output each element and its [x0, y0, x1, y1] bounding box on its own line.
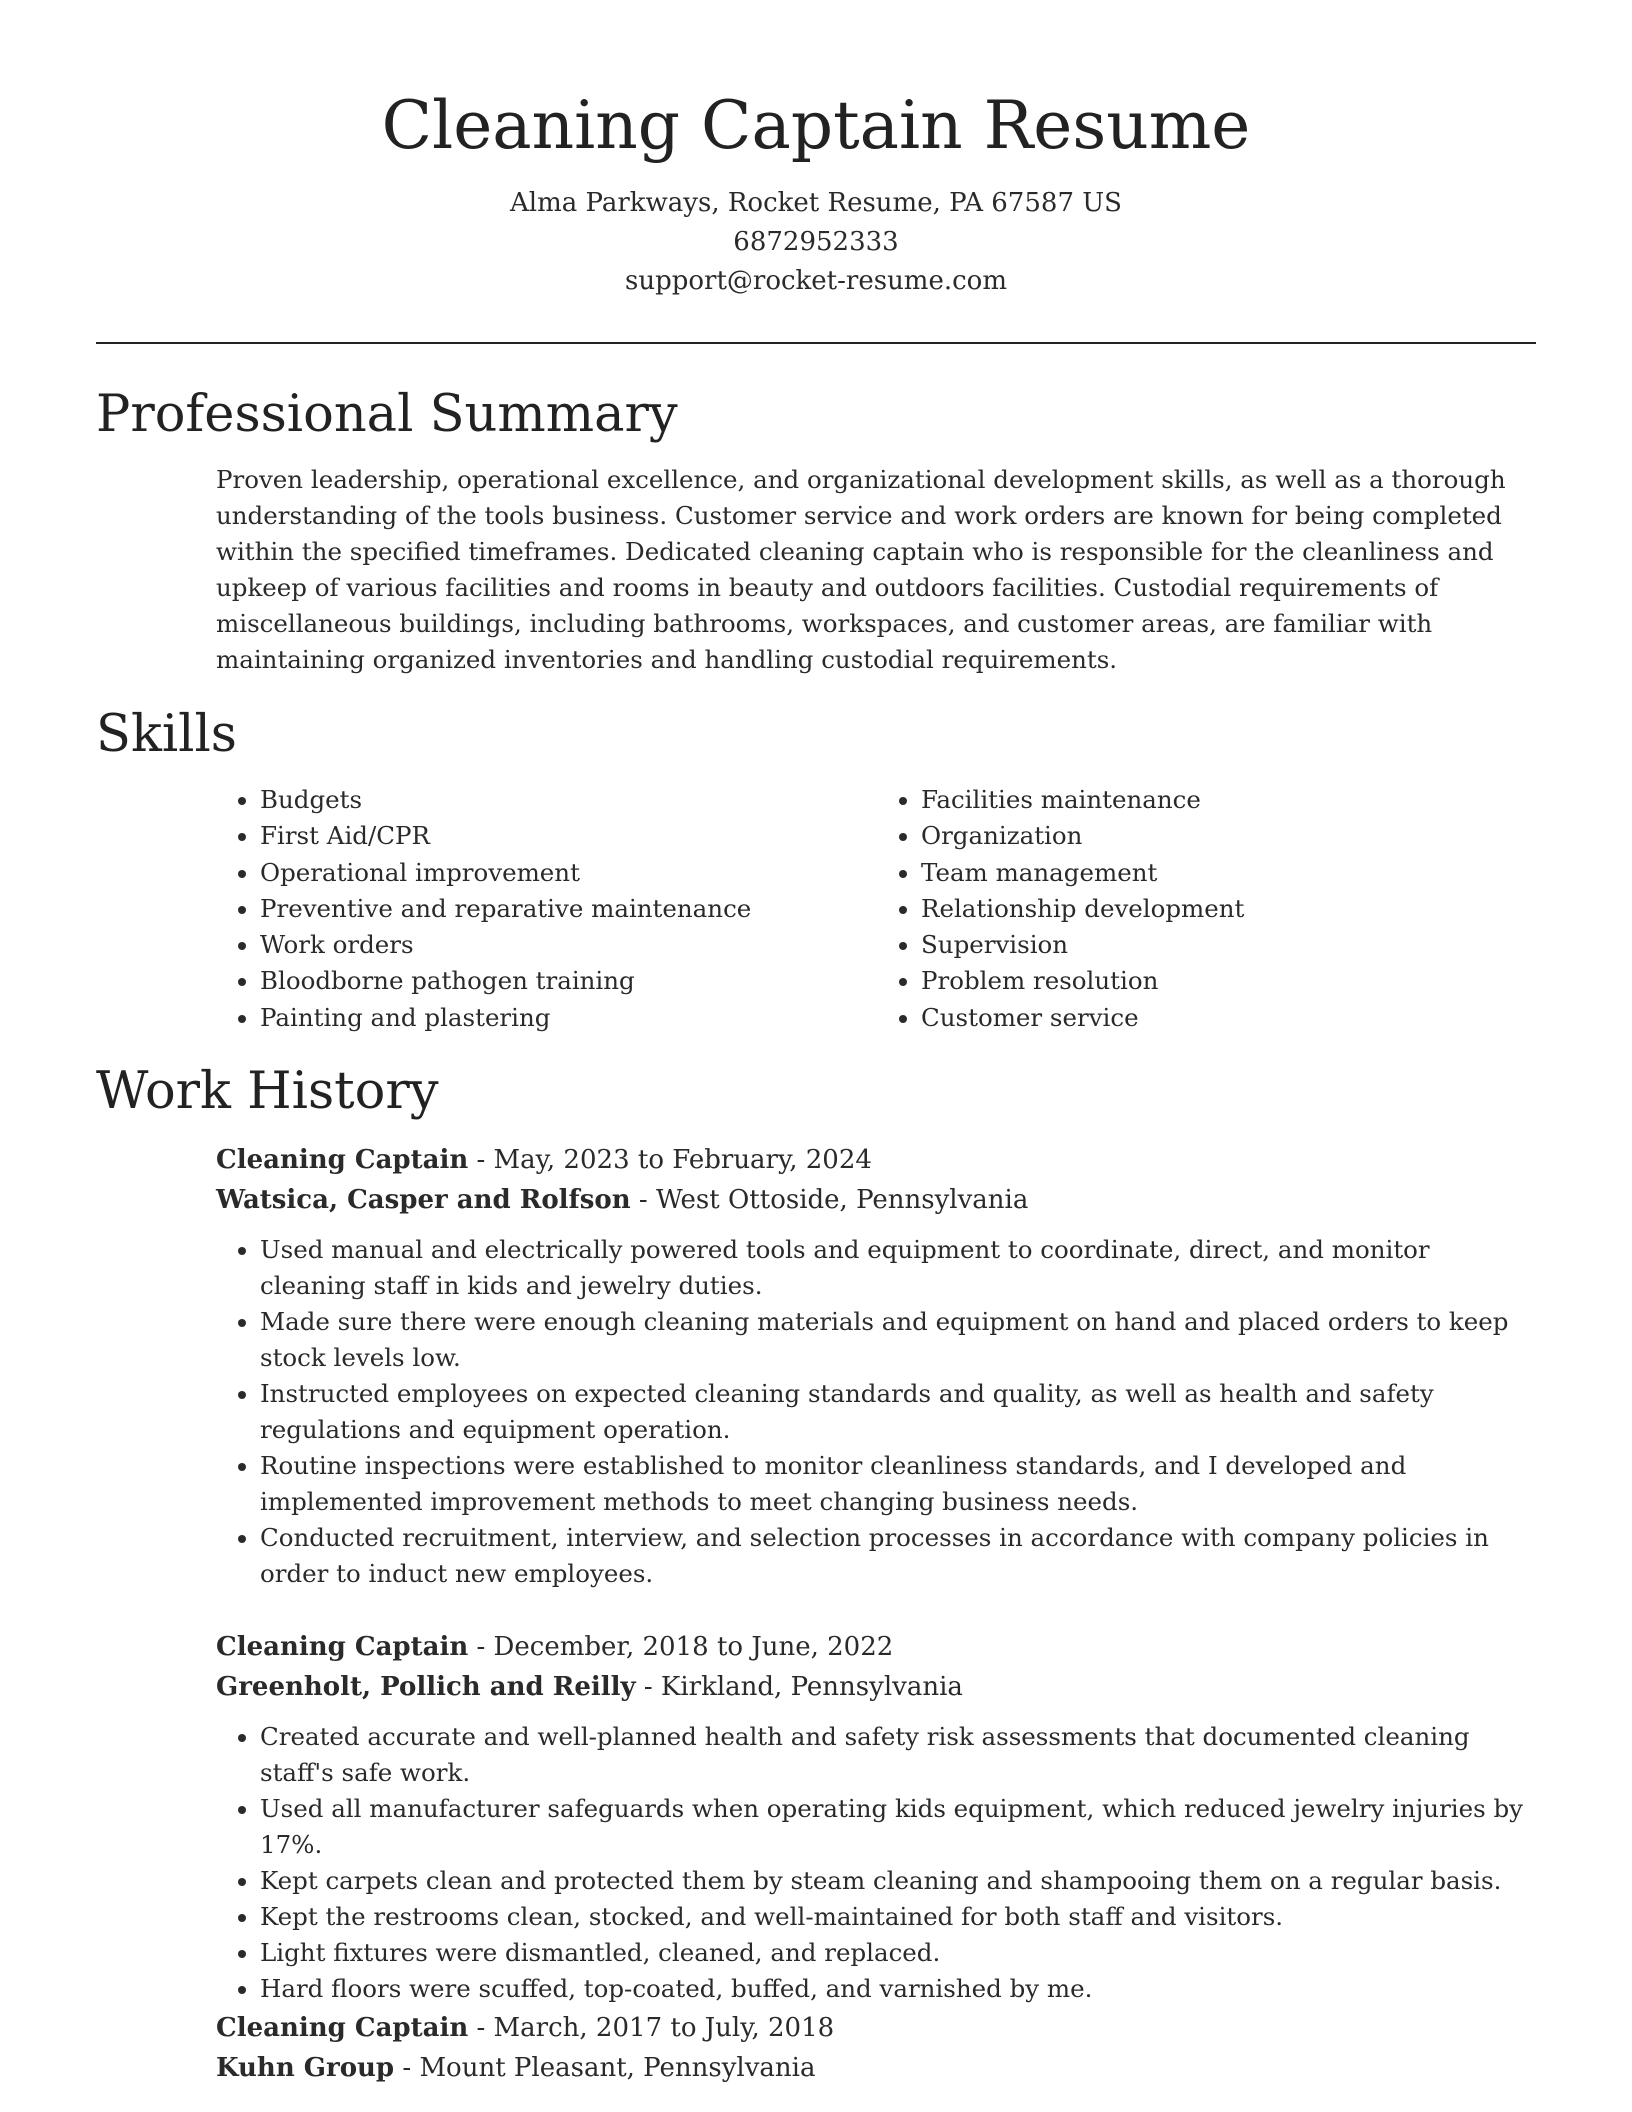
skill-item: • Facilities maintenance — [921, 782, 1538, 818]
contact-address: Alma Parkways, Rocket Resume, PA 67587 US — [510, 188, 1122, 218]
skill-item: • Operational improvement — [260, 855, 877, 891]
job-entry — [216, 2008, 1538, 2088]
job-duty: • Used manual and electrically powered tools and equipment to coordinate, direct, and monitor cleaning staff in kids and jewelry duties. — [260, 1232, 1538, 1304]
contact-email: support@rocket-resume.com — [624, 266, 1007, 296]
skill-item: • Customer service — [921, 1000, 1538, 1036]
job-company-line — [216, 1180, 1538, 1220]
job-title: Cleaning Captain — [216, 1632, 469, 1662]
job-company: Watsica, Casper and Rolfson — [216, 1185, 631, 1215]
job-duty: • Created accurate and well-planned health and safety risk assessments that documented cleaning staff's safe work. — [260, 1719, 1538, 1791]
job-title-line — [216, 2008, 1538, 2048]
job-company-line — [216, 2048, 1538, 2088]
skill-item: • Bloodborne pathogen training — [260, 963, 877, 999]
skill-item: • Organization — [921, 818, 1538, 854]
contact-block — [0, 184, 1632, 301]
job-duties — [216, 1719, 1538, 2007]
skill-item: • Supervision — [921, 927, 1538, 963]
job-company: Greenholt, Pollich and Reilly — [216, 1672, 636, 1702]
job-duty: • Hard floors were scuffed, top-coated, buffed, and varnished by me. — [260, 1971, 1538, 2007]
resume-header — [0, 0, 1632, 301]
skills-list — [216, 782, 1538, 1036]
header-divider — [96, 342, 1536, 344]
summary-text: Proven leadership, operational excellence, and organizational development skills, as well as a thorough understanding of the tools business. Customer service and work orders are known for being completed within the specified timeframes. Dedicated cleaning captain who is responsible for the cleanliness and upkeep of various facilities and rooms in beauty and outdoors facilities. Custodial requirements of miscellaneous buildings, including bathrooms, workspaces, and customer areas, are familiar with maintaining organized inventories and handling custodial requirements. — [216, 465, 1506, 674]
job-location: - West Ottoside, Pennsylvania — [630, 1185, 1029, 1215]
job-location: - Kirkland, Pennsylvania — [635, 1672, 963, 1702]
job-duties — [216, 1232, 1538, 1592]
skill-item: • Relationship development — [921, 891, 1538, 927]
skill-item: • Work orders — [260, 927, 877, 963]
job-duty: • Kept carpets clean and protected them by steam cleaning and shampooing them on a regular basis. — [260, 1863, 1538, 1899]
job-title: Cleaning Captain — [216, 1145, 469, 1175]
skill-item: • Preventive and reparative maintenance — [260, 891, 877, 927]
skills-column-left — [216, 782, 877, 1036]
job-dates: - December, 2018 to June, 2022 — [468, 1632, 894, 1662]
job-title-line — [216, 1140, 1538, 1180]
skill-item: • Painting and plastering — [260, 1000, 877, 1036]
job-duty: • Kept the restrooms clean, stocked, and well-maintained for both staff and visitors. — [260, 1899, 1538, 1935]
job-duty: • Routine inspections were established to monitor cleanliness standards, and I developed and implemented improvement methods to meet changing business needs. — [260, 1448, 1538, 1520]
job-title: Cleaning Captain — [216, 2013, 469, 2043]
job-duty: • Light fixtures were dismantled, cleaned, and replaced. — [260, 1935, 1538, 1971]
contact-phone: 6872952333 — [733, 227, 899, 257]
job-duty: • Instructed employees on expected cleaning standards and quality, as well as health and safety regulations and equipment operation. — [260, 1376, 1538, 1448]
work-history-heading: Work History — [96, 1062, 439, 1121]
job-company: Kuhn Group — [216, 2053, 395, 2083]
skill-item: • First Aid/CPR — [260, 818, 877, 854]
summary-heading: Professional Summary — [96, 385, 678, 444]
job-dates: - March, 2017 to July, 2018 — [468, 2013, 835, 2043]
job-duty: • Made sure there were enough cleaning materials and equipment on hand and placed orders to keep stock levels low. — [260, 1304, 1538, 1376]
skill-item: • Budgets — [260, 782, 877, 818]
skills-heading: Skills — [96, 705, 237, 764]
job-entry — [216, 1627, 1538, 2007]
job-dates: - May, 2023 to February, 2024 — [468, 1145, 872, 1175]
skill-item: • Team management — [921, 855, 1538, 891]
job-location: - Mount Pleasant, Pennsylvania — [394, 2053, 816, 2083]
resume-title: Cleaning Captain Resume — [381, 87, 1251, 164]
job-entry — [216, 1140, 1538, 1592]
job-duty: • Used all manufacturer safeguards when operating kids equipment, which reduced jewelry injuries by 17%. — [260, 1791, 1538, 1863]
skills-column-right — [877, 782, 1538, 1036]
job-company-line — [216, 1667, 1538, 1707]
skill-item: • Problem resolution — [921, 963, 1538, 999]
job-duty: • Conducted recruitment, interview, and selection processes in accordance with company policies in order to induct new employees. — [260, 1520, 1538, 1592]
job-title-line — [216, 1627, 1538, 1667]
